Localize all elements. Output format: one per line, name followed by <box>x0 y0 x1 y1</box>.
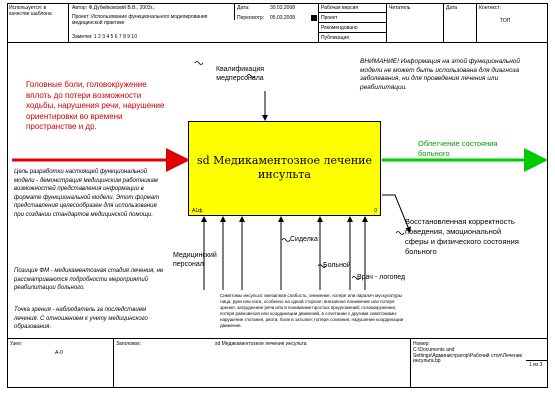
footer-divider <box>113 338 114 388</box>
header-context: Контекст: <box>479 5 501 11</box>
tilde-squiggle <box>396 232 404 235</box>
purpose-note: Цель разработки настоящей функциональной модели - демонстрация медицинским работникам возможностей представления информации в формате функциональной модели. Этот формат представления целесообразен для использования при создании стандартов медицинской помощи. <box>14 169 160 218</box>
footer-number-value: C:\Documents and Settings\Администратор\Рабочий стол\Лечение инсульта.bp <box>413 347 523 364</box>
footer-top-line <box>7 338 548 339</box>
mechanism-label-staff: Медицинский персонал <box>173 252 217 268</box>
mechanism-label-patient: Больной <box>323 262 351 269</box>
header-date-value: 30.03.2008 <box>270 5 296 11</box>
tilde-squiggle <box>195 62 203 65</box>
output-black-label: Восстановленная корректность поведения, эмоциональной сферы и физического состояния больного <box>405 217 519 256</box>
mechanism-label-wheelchair: Сиделка <box>290 236 318 243</box>
header-reader: Читатель <box>389 5 411 11</box>
header-date-label: Дата: <box>237 5 250 11</box>
header-working: Рабочая версия <box>321 5 359 11</box>
mechanism-label-doctor: Врач - логопед <box>357 274 406 281</box>
header-revision-value: 05.03.2008 <box>270 15 296 21</box>
tilde-squiggle <box>282 239 290 242</box>
footer-title-label: Заголовок: <box>116 341 141 347</box>
header-top: ТОП <box>500 18 511 24</box>
control-label: Квалификация медперсонала <box>215 66 265 82</box>
activity-title: sd Медикаментозное лечение инсульта <box>196 154 372 181</box>
header-draft: Проект <box>321 15 338 21</box>
footer-node-value: А-0 <box>55 350 63 356</box>
footer-divider <box>526 360 548 361</box>
input-label: Головные боли, головокружение вплоть до потери возможности ходьбы, нарушения речи, нарушение ориентировки во времени пространстве и др. <box>26 80 165 131</box>
header-date2: Дата <box>446 5 458 11</box>
header-recommended: Рекомендовано <box>321 25 358 31</box>
header-revision-label: Пересмотр: <box>237 15 265 21</box>
footer-node-label: Узел: <box>10 341 23 347</box>
header-project: Проект: Использование функционального моделирования медицинской практике <box>72 14 208 26</box>
header-used-in: Используется: в качестве шаблона <box>9 5 52 17</box>
activity-node-ref: А1ф. <box>192 208 204 214</box>
footer-title-value: sd Медикаментозное лечение инсульта <box>215 341 307 347</box>
header-author: Автор: Ф.Дубейковский В.В., 2003г., <box>72 5 155 11</box>
footer-page: 1 из 3 <box>529 362 543 368</box>
activity-box[interactable] <box>188 121 381 216</box>
footer-number-label: Номер: <box>413 341 430 347</box>
header-publication: Публикация <box>321 35 349 41</box>
activity-number: 0 <box>374 208 377 214</box>
footer-divider <box>410 338 411 388</box>
output-green-label: Облегчение состояния больного <box>418 139 498 158</box>
symptoms-note: Симптомы инсульта: внезапная слабость, онемение, потеря или паралич мускулатуры лица, руки или ноги, особенно на одной стороне; внезапное понижение или потеря зрения, затруднение речи или в понимании простых предложений; головокружение, потеря равновесия или координации движений, в сочетании с другими симптомами: нарушение глотания, рвота, боли в затылке; потеря сознания, нарушение координации движения. <box>220 293 404 328</box>
viewpoint-note: Позиция ФМ - медикаментозная стадия лечения, не рассматриваются подробности мероприятий реабилитации больного. <box>14 268 164 291</box>
attention-note: ВНИМАНИЕ! Информация на этой функциональной модели не может быть использована для диагноза заболевания, ни для проведения лечения или реабилитации. <box>360 58 520 91</box>
view-note: Точка зрения - наблюдатель за последствием лечения. С отношением к учету медицинского образования. <box>14 307 148 330</box>
header-notes: Заметки: 1 2 3 4 5 6 7 8 9 10 <box>72 34 137 40</box>
